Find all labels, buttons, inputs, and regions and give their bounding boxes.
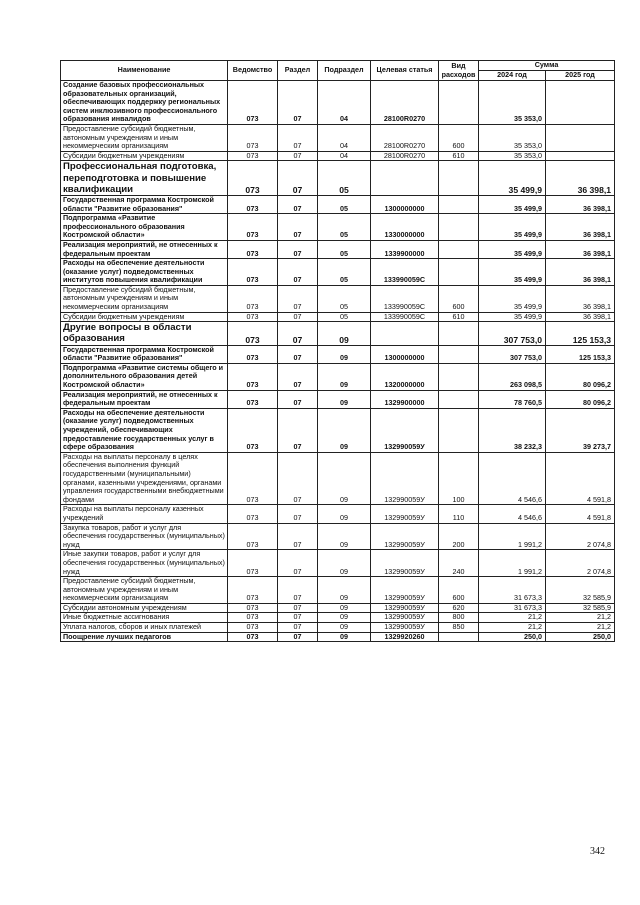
row-razdel: 07: [278, 452, 318, 505]
row-expense-type: [439, 161, 479, 196]
row-ved: 073: [228, 363, 278, 390]
row-name: Субсидии бюджетным учреждениям: [61, 312, 228, 322]
row-sum-2024: 307 753,0: [479, 322, 546, 345]
row-podrazdel: 09: [318, 363, 371, 390]
row-sum-2024: 1 991,2: [479, 550, 546, 577]
table-row: [61, 259, 615, 286]
row-name: Государственная программа Костромской области "Развитие образования": [61, 345, 228, 363]
row-expense-type: [439, 632, 479, 642]
row-razdel: 07: [278, 390, 318, 408]
row-name: Расходы на обеспечение деятельности (оказание услуг) подведомственных институтов повышения квалификации: [61, 259, 228, 286]
row-ved: 073: [228, 632, 278, 642]
row-name: Профессиональная подготовка, переподготовка и повышение квалификации: [61, 161, 228, 196]
row-expense-type: [439, 345, 479, 363]
row-target-article: 133990059С: [371, 259, 439, 286]
row-podrazdel: 09: [318, 505, 371, 523]
row-sum-2024: 35 499,9: [479, 195, 546, 213]
row-sum-2024: 35 499,9: [479, 240, 546, 258]
row-name: Предоставление субсидий бюджетным, автономным учреждениям и иным некоммерческим организациям: [61, 124, 228, 151]
row-razdel: 07: [278, 124, 318, 151]
table-row: [61, 345, 615, 363]
row-target-article: 1329920260: [371, 632, 439, 642]
table-row: [61, 452, 615, 505]
row-name: Реализация мероприятий, не отнесенных к федеральным проектам: [61, 390, 228, 408]
row-razdel: 07: [278, 345, 318, 363]
row-podrazdel: 09: [318, 632, 371, 642]
table-row: [61, 312, 615, 322]
row-podrazdel: 05: [318, 214, 371, 241]
table-row: [61, 623, 615, 633]
row-sum-2025: 80 096,2: [546, 390, 615, 408]
row-razdel: 07: [278, 408, 318, 452]
row-ved: 073: [228, 322, 278, 345]
row-ved: 073: [228, 623, 278, 633]
row-name: Государственная программа Костромской области "Развитие образования": [61, 195, 228, 213]
row-sum-2024: 35 353,0: [479, 81, 546, 125]
row-podrazdel: 04: [318, 124, 371, 151]
row-target-article: 28100R0270: [371, 151, 439, 161]
row-sum-2025: 32 585,9: [546, 577, 615, 604]
row-razdel: 07: [278, 285, 318, 312]
row-sum-2025: 36 398,1: [546, 312, 615, 322]
row-podrazdel: 05: [318, 259, 371, 286]
row-sum-2025: 80 096,2: [546, 363, 615, 390]
header-target-article: Целевая статья: [371, 61, 439, 81]
row-sum-2025: 250,0: [546, 632, 615, 642]
header-ved: Ведомство: [228, 61, 278, 81]
page-number: 342: [590, 846, 605, 857]
row-ved: 073: [228, 577, 278, 604]
row-target-article: 28100R0270: [371, 124, 439, 151]
row-podrazdel: 04: [318, 151, 371, 161]
row-target-article: 133990059С: [371, 312, 439, 322]
row-ved: 073: [228, 240, 278, 258]
table-row: [61, 505, 615, 523]
row-name: Расходы на выплаты персоналу казенных учреждений: [61, 505, 228, 523]
header-expense-type: Вид расходов: [439, 61, 479, 81]
row-expense-type: [439, 259, 479, 286]
header-sum: Сумма: [479, 61, 615, 71]
row-razdel: 07: [278, 214, 318, 241]
row-sum-2024: 35 499,9: [479, 214, 546, 241]
table-row: [61, 195, 615, 213]
table-row: [61, 523, 615, 550]
row-sum-2024: 78 760,5: [479, 390, 546, 408]
row-podrazdel: 09: [318, 408, 371, 452]
row-sum-2025: [546, 151, 615, 161]
row-podrazdel: 09: [318, 603, 371, 613]
row-razdel: 07: [278, 161, 318, 196]
table-row: [61, 214, 615, 241]
row-podrazdel: 09: [318, 550, 371, 577]
table-row: [61, 390, 615, 408]
row-podrazdel: 05: [318, 195, 371, 213]
table-row: [61, 161, 615, 196]
row-razdel: 07: [278, 632, 318, 642]
header-year-2024: 2024 год: [479, 71, 546, 81]
row-sum-2025: 125 153,3: [546, 322, 615, 345]
row-target-article: 28100R0270: [371, 81, 439, 125]
row-target-article: [371, 161, 439, 196]
row-podrazdel: 09: [318, 613, 371, 623]
row-name: Расходы на обеспечение деятельности (оказание услуг) подведомственных учреждений, обеспечивающих предоставление государственных услуг в сфере образования: [61, 408, 228, 452]
row-podrazdel: 09: [318, 345, 371, 363]
row-ved: 073: [228, 523, 278, 550]
table-row: [61, 124, 615, 151]
row-expense-type: [439, 195, 479, 213]
row-expense-type: 100: [439, 452, 479, 505]
row-sum-2024: 35 499,9: [479, 161, 546, 196]
row-expense-type: 200: [439, 523, 479, 550]
row-target-article: 1339900000: [371, 240, 439, 258]
row-expense-type: 620: [439, 603, 479, 613]
row-target-article: 132990059У: [371, 452, 439, 505]
row-sum-2024: 35 499,9: [479, 312, 546, 322]
row-expense-type: 800: [439, 613, 479, 623]
row-name: Другие вопросы в области образования: [61, 322, 228, 345]
row-name: Закупка товаров, работ и услуг для обеспечения государственных (муниципальных) нужд: [61, 523, 228, 550]
row-expense-type: 110: [439, 505, 479, 523]
row-razdel: 07: [278, 259, 318, 286]
header-name: Наименование: [61, 61, 228, 81]
row-ved: 073: [228, 408, 278, 452]
row-sum-2025: 21,2: [546, 623, 615, 633]
row-expense-type: 600: [439, 577, 479, 604]
row-sum-2024: 1 991,2: [479, 523, 546, 550]
row-expense-type: [439, 81, 479, 125]
row-sum-2025: 125 153,3: [546, 345, 615, 363]
row-ved: 073: [228, 195, 278, 213]
row-podrazdel: 09: [318, 523, 371, 550]
table-body: [61, 81, 615, 642]
row-ved: 073: [228, 81, 278, 125]
row-sum-2025: [546, 81, 615, 125]
table-row: [61, 363, 615, 390]
table-row: [61, 550, 615, 577]
row-target-article: [371, 322, 439, 345]
row-razdel: 07: [278, 623, 318, 633]
table-row: [61, 81, 615, 125]
row-ved: 073: [228, 312, 278, 322]
row-ved: 073: [228, 452, 278, 505]
row-name: Иные закупки товаров, работ и услуг для обеспечения государственных (муниципальных) нужд: [61, 550, 228, 577]
row-sum-2025: 2 074,8: [546, 523, 615, 550]
row-target-article: 132990059У: [371, 623, 439, 633]
row-target-article: 132990059У: [371, 523, 439, 550]
row-name: Поощрение лучших педагогов: [61, 632, 228, 642]
row-podrazdel: 09: [318, 623, 371, 633]
row-sum-2024: 4 546,6: [479, 505, 546, 523]
row-expense-type: 600: [439, 124, 479, 151]
row-ved: 073: [228, 505, 278, 523]
row-name: Создание базовых профессиональных образовательных организаций, обеспечивающих поддержку региональных систем инклюзивного профессионального образования инвалидов: [61, 81, 228, 125]
row-expense-type: [439, 240, 479, 258]
row-ved: 073: [228, 259, 278, 286]
row-ved: 073: [228, 285, 278, 312]
row-razdel: 07: [278, 577, 318, 604]
row-razdel: 07: [278, 195, 318, 213]
row-target-article: 132990059У: [371, 603, 439, 613]
row-ved: 073: [228, 151, 278, 161]
row-sum-2025: 36 398,1: [546, 285, 615, 312]
row-razdel: 07: [278, 312, 318, 322]
row-razdel: 07: [278, 322, 318, 345]
row-sum-2024: 263 098,5: [479, 363, 546, 390]
row-expense-type: [439, 363, 479, 390]
row-name: Иные бюджетные ассигнования: [61, 613, 228, 623]
row-target-article: 133990059С: [371, 285, 439, 312]
row-sum-2024: 35 499,9: [479, 285, 546, 312]
row-podrazdel: 09: [318, 390, 371, 408]
row-target-article: 132990059У: [371, 408, 439, 452]
row-razdel: 07: [278, 550, 318, 577]
table-row: [61, 285, 615, 312]
table-row: [61, 240, 615, 258]
row-ved: 073: [228, 603, 278, 613]
row-sum-2024: 21,2: [479, 623, 546, 633]
row-target-article: 132990059У: [371, 613, 439, 623]
row-expense-type: [439, 390, 479, 408]
row-razdel: 07: [278, 523, 318, 550]
row-name: Предоставление субсидий бюджетным, автономным учреждениям и иным некоммерческим организациям: [61, 285, 228, 312]
row-ved: 073: [228, 214, 278, 241]
row-razdel: 07: [278, 363, 318, 390]
row-sum-2025: 2 074,8: [546, 550, 615, 577]
row-sum-2025: 36 398,1: [546, 214, 615, 241]
row-podrazdel: 05: [318, 312, 371, 322]
row-name: Уплата налогов, сборов и иных платежей: [61, 623, 228, 633]
row-sum-2024: 31 673,3: [479, 603, 546, 613]
header-razdel: Раздел: [278, 61, 318, 81]
row-podrazdel: 09: [318, 577, 371, 604]
row-sum-2024: 21,2: [479, 613, 546, 623]
row-expense-type: 600: [439, 285, 479, 312]
row-razdel: 07: [278, 151, 318, 161]
row-target-article: 132990059У: [371, 505, 439, 523]
row-target-article: 1300000000: [371, 345, 439, 363]
row-target-article: 1320000000: [371, 363, 439, 390]
row-sum-2025: [546, 124, 615, 151]
row-sum-2024: 35 353,0: [479, 124, 546, 151]
table-header: [61, 61, 615, 81]
row-expense-type: 850: [439, 623, 479, 633]
row-expense-type: 610: [439, 312, 479, 322]
row-target-article: 1330000000: [371, 214, 439, 241]
row-name: Реализация мероприятий, не отнесенных к федеральным проектам: [61, 240, 228, 258]
row-target-article: 1300000000: [371, 195, 439, 213]
budget-table: [60, 60, 615, 642]
row-name: Предоставление субсидий бюджетным, автономным учреждениям и иным некоммерческим организациям: [61, 577, 228, 604]
row-expense-type: [439, 408, 479, 452]
row-sum-2024: 35 353,0: [479, 151, 546, 161]
table-row: [61, 322, 615, 345]
row-target-article: 132990059У: [371, 577, 439, 604]
row-sum-2025: 21,2: [546, 613, 615, 623]
row-ved: 073: [228, 390, 278, 408]
row-ved: 073: [228, 345, 278, 363]
row-ved: 073: [228, 550, 278, 577]
row-sum-2024: 4 546,6: [479, 452, 546, 505]
row-podrazdel: 09: [318, 452, 371, 505]
row-razdel: 07: [278, 240, 318, 258]
row-expense-type: 610: [439, 151, 479, 161]
row-podrazdel: 05: [318, 161, 371, 196]
row-name: Субсидии автономным учреждениям: [61, 603, 228, 613]
row-sum-2025: 39 273,7: [546, 408, 615, 452]
row-expense-type: [439, 322, 479, 345]
row-razdel: 07: [278, 81, 318, 125]
row-razdel: 07: [278, 603, 318, 613]
row-expense-type: [439, 214, 479, 241]
row-razdel: 07: [278, 505, 318, 523]
row-ved: 073: [228, 161, 278, 196]
row-sum-2025: 4 591,8: [546, 452, 615, 505]
row-podrazdel: 05: [318, 240, 371, 258]
row-expense-type: 240: [439, 550, 479, 577]
header-podrazdel: Подраздел: [318, 61, 371, 81]
row-target-article: 1329900000: [371, 390, 439, 408]
row-sum-2025: 36 398,1: [546, 259, 615, 286]
row-sum-2024: 38 232,3: [479, 408, 546, 452]
row-sum-2025: 36 398,1: [546, 240, 615, 258]
table-row: [61, 151, 615, 161]
row-ved: 073: [228, 124, 278, 151]
header-year-2025: 2025 год: [546, 71, 615, 81]
row-sum-2025: 36 398,1: [546, 195, 615, 213]
row-target-article: 132990059У: [371, 550, 439, 577]
table-row: [61, 577, 615, 604]
row-name: Подпрограмма «Развитие профессионального образования Костромской области»: [61, 214, 228, 241]
row-podrazdel: 09: [318, 322, 371, 345]
table-row: [61, 632, 615, 642]
row-name: Субсидии бюджетным учреждениям: [61, 151, 228, 161]
table-row: [61, 408, 615, 452]
row-sum-2025: 4 591,8: [546, 505, 615, 523]
row-sum-2025: 36 398,1: [546, 161, 615, 196]
row-razdel: 07: [278, 613, 318, 623]
row-sum-2024: 35 499,9: [479, 259, 546, 286]
row-sum-2025: 32 585,9: [546, 603, 615, 613]
row-sum-2024: 307 753,0: [479, 345, 546, 363]
row-ved: 073: [228, 613, 278, 623]
row-sum-2024: 250,0: [479, 632, 546, 642]
row-sum-2024: 31 673,3: [479, 577, 546, 604]
row-podrazdel: 04: [318, 81, 371, 125]
row-name: Подпрограмма «Развитие системы общего и дополнительного образования детей Костромской области»: [61, 363, 228, 390]
row-name: Расходы на выплаты персоналу в целях обеспечения выполнения функций государственными (муниципальными) органами, казенными учреждениями, органами управления государственными внебюджетными фондами: [61, 452, 228, 505]
row-podrazdel: 05: [318, 285, 371, 312]
